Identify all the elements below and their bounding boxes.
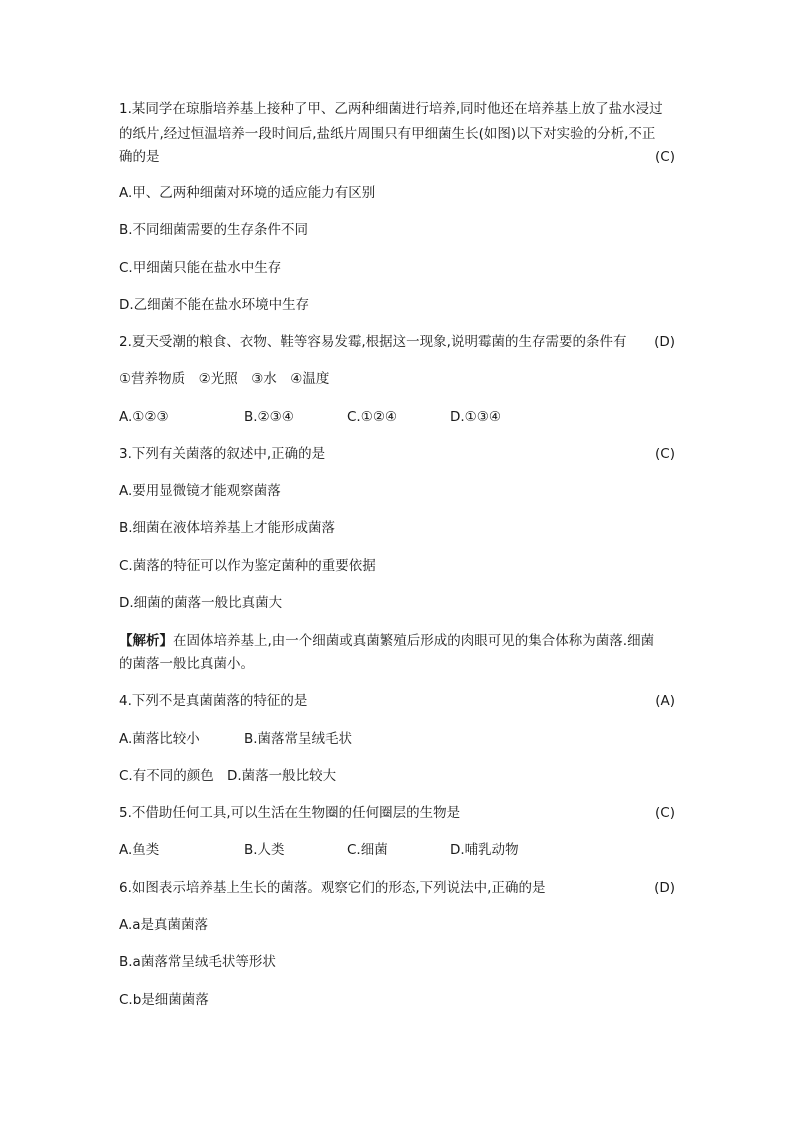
q6-option-b: B.a菌落常呈绒毛状等形状: [119, 954, 276, 970]
q2-conditions: ①营养物质 ②光照 ③水 ④温度: [119, 371, 330, 387]
q4-answer: (A): [655, 693, 675, 709]
q2-answer: (D): [654, 334, 675, 350]
q1-stem-line2: 的纸片,经过恒温培养一段时间后,盐纸片周围只有甲细菌生长(如图)以下对实验的分析,不正: [119, 126, 656, 142]
q6-stem: 6.如图表示培养基上生长的菌落。观察它们的形态,下列说法中,正确的是: [119, 880, 546, 896]
q1-answer: (C): [655, 149, 675, 165]
q2-option-c: C.①②④: [347, 409, 398, 425]
q5-stem-line: [119, 803, 675, 823]
q4-option-a: A.菌落比较小: [119, 731, 200, 747]
q1-option-b: B.不同细菌需要的生存条件不同: [119, 222, 309, 238]
q5-answer: (C): [655, 805, 675, 821]
q5-option-a: A.鱼类: [119, 842, 160, 858]
q4-option-d: D.菌落一般比较大: [227, 768, 337, 784]
q6-option-a: A.a是真菌菌落: [119, 917, 209, 933]
q5-option-c: C.细菌: [347, 842, 388, 858]
q3-stem-line: [119, 444, 675, 464]
q5-option-d: D.哺乳动物: [450, 842, 519, 858]
q6-option-c: C.b是细菌菌落: [119, 992, 209, 1008]
q6-answer: (D): [654, 880, 675, 896]
q6-stem-line: [119, 878, 675, 898]
q2-stem-line: [119, 332, 675, 352]
q2-option-a: A.①②③: [119, 409, 169, 425]
q3-option-d: D.细菌的菌落一般比真菌大: [119, 595, 283, 611]
q1-stem-text: 确的是: [119, 149, 160, 165]
q4-stem-line: [119, 691, 675, 711]
q3-answer: (C): [655, 446, 675, 462]
analysis-label: 【解析】: [119, 633, 173, 649]
q3-option-c: C.菌落的特征可以作为鉴定菌种的重要依据: [119, 558, 376, 574]
q3-stem: 3.下列有关菌落的叙述中,正确的是: [119, 446, 326, 462]
q5-option-b: B.人类: [244, 842, 285, 858]
q1-stem-line3: [119, 147, 675, 167]
analysis-text-1: 在固体培养基上,由一个细菌或真菌繁殖后形成的肉眼可见的集合体称为菌落.细菌: [173, 633, 655, 649]
q1-option-a: A.甲、乙两种细菌对环境的适应能力有区别: [119, 185, 376, 201]
q1-option-c: C.甲细菌只能在盐水中生存: [119, 260, 282, 276]
q1-stem-line1: 1.某同学在琼脂培养基上接种了甲、乙两种细菌进行培养,同时他还在培养基上放了盐水浸过: [119, 101, 663, 117]
q2-option-b: B.②③④: [244, 409, 294, 425]
q1-option-d: D.乙细菌不能在盐水环境中生存: [119, 297, 310, 313]
q5-stem: 5.不借助任何工具,可以生活在生物圈的任何圈层的生物是: [119, 805, 461, 821]
q3-option-b: B.细菌在液体培养基上才能形成菌落: [119, 520, 336, 536]
q4-option-c: C.有不同的颜色: [119, 768, 214, 784]
q3-option-a: A.要用显微镜才能观察菌落: [119, 483, 281, 499]
q2-option-d: D.①③④: [450, 409, 501, 425]
q2-stem: 2.夏天受潮的粮食、衣物、鞋等容易发霉,根据这一现象,说明霉菌的生存需要的条件有: [119, 334, 627, 350]
q3-analysis-line1: [119, 631, 675, 651]
q4-option-b: B.菌落常呈绒毛状: [244, 731, 353, 747]
q3-analysis-line2: 的菌落一般比真菌小。: [119, 656, 254, 672]
q4-stem: 4.下列不是真菌菌落的特征的是: [119, 693, 308, 709]
